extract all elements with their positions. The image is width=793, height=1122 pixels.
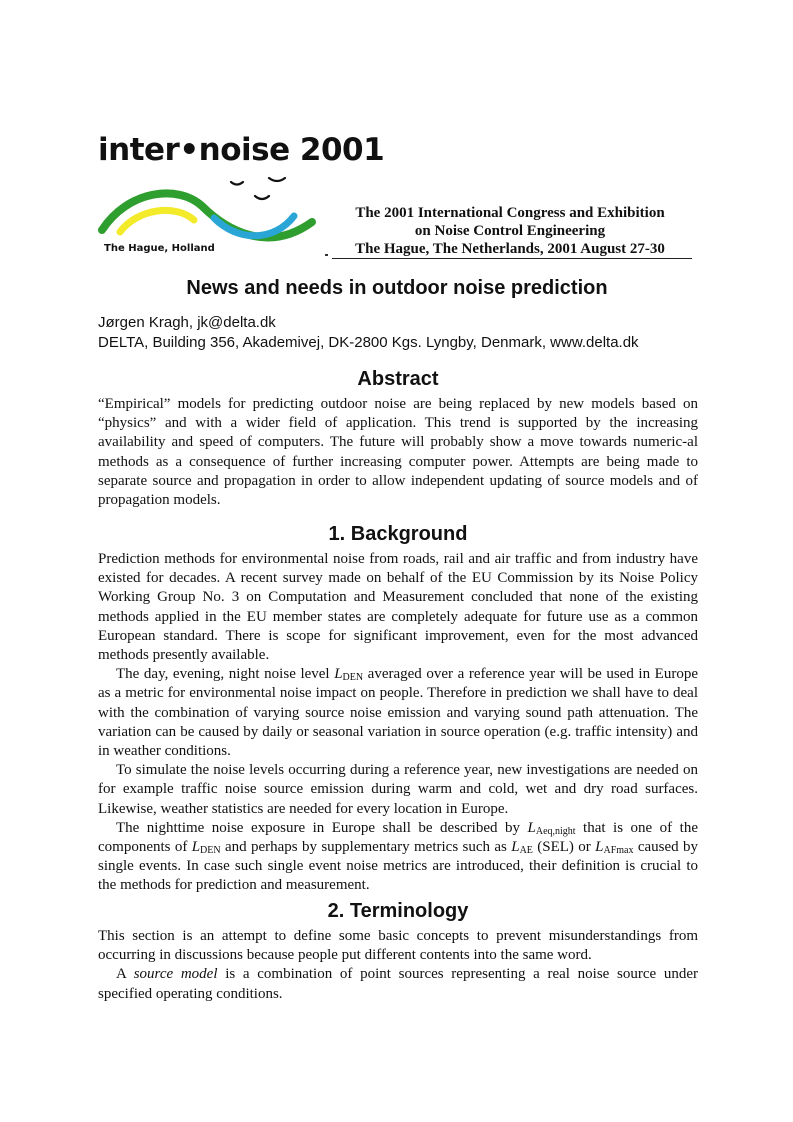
- background-heading: 1. Background: [328, 523, 468, 545]
- logo-smile-mark: [231, 182, 243, 185]
- logo-wordmark: inter•noise 2001: [98, 132, 385, 168]
- logo-caption: The Hague, Holland: [104, 243, 215, 254]
- affiliation-line: DELTA, Building 356, Akademivej, DK-2800 Kgs. Lyngby, Denmark, www.delta.dk: [98, 334, 639, 351]
- terminology-section: [98, 899, 698, 1004]
- abstract-text: “Empirical” models for predicting outdoor noise are being replaced by new models based on “physics” and with a wider field of application. This trend is supported by the increasing availability and speed of computers. The future will probably show a move towards numeric-al methods as a consequence of further increasing computer power. Attempts are being made to separate source and propagation in order to allow independent updating of source models and of propagation models.: [98, 396, 698, 509]
- background-paragraph-4: The nighttime noise exposure in Europe shall be described by $L_{Aeq,night}$ that is one of the components of $L_{DEN}$ and perhaps by supplementary metrics such as $L_{AE}$ (SEL) or $L_{AFmax}$ caused by single events. In case such single event noise metrics are introduced, their definition is crucial to the methods for prediction and measurement.: [98, 819, 699, 894]
- logo-waves-graphic: [98, 170, 338, 248]
- terminology-paragraph-2: A source model is a combination of point sources representing a real noise source under specified operating conditions.: [98, 966, 699, 1002]
- conference-info: [330, 204, 690, 258]
- header-rule: [332, 258, 692, 259]
- conference-line-2: on Noise Control Engineering: [414, 223, 606, 239]
- background-paragraph-1: Prediction methods for environmental noise from roads, rail and air traffic and from industry have existed for decades. A recent survey made on behalf of the EU Commission by its Noise Policy Working Group No. 3 on Computation and Measurement concluded that none of the existing methods applied in the EU member states are completely adequate for future use as a common European standard. There is scope for significant improvement, even for the most advanced methods presently available.: [98, 551, 698, 664]
- conference-logo: [98, 130, 385, 260]
- abstract-heading: Abstract: [357, 368, 439, 390]
- paper-title: News and needs in outdoor noise prediction: [186, 277, 608, 299]
- background-paragraph-2: The day, evening, night noise level $L_{DEN}$ averaged over a reference year will be used in Europe as a metric for environmental noise impact on people. Therefore in prediction we shall have to deal with the combination of varying source noise emission and varying sound path attenuation. The variation can be caused by daily or seasonal variation in source operation (e.g. traffic intensity) and in weather conditions.: [98, 666, 698, 760]
- author-line: Jørgen Kragh, jk@delta.dk: [98, 314, 276, 331]
- author-block: [98, 313, 698, 353]
- conference-line-3: The Hague, The Netherlands, 2001 August 27-30: [355, 241, 665, 257]
- logo-smile-mark: [269, 178, 285, 181]
- background-paragraph-3: To simulate the noise levels occurring during a reference year, new investigations are needed on for example traffic noise source emission during warm and cold, wet and dry road surfaces. Likewise, weather statistics are needed for every location in Europe.: [98, 762, 698, 817]
- abstract-section: [98, 367, 698, 510]
- background-section: [98, 522, 698, 896]
- conference-line-1: The 2001 International Congress and Exhibition: [355, 205, 665, 221]
- terminology-paragraph-1: This section is an attempt to define some basic concepts to prevent misunderstandings from occurring in discussions because people put different contents into the same word.: [98, 928, 698, 964]
- terminology-heading: 2. Terminology: [327, 900, 469, 922]
- logo-smile-mark: [255, 196, 269, 199]
- logo-yellow-wave: [120, 210, 194, 232]
- header-mark: [325, 254, 328, 256]
